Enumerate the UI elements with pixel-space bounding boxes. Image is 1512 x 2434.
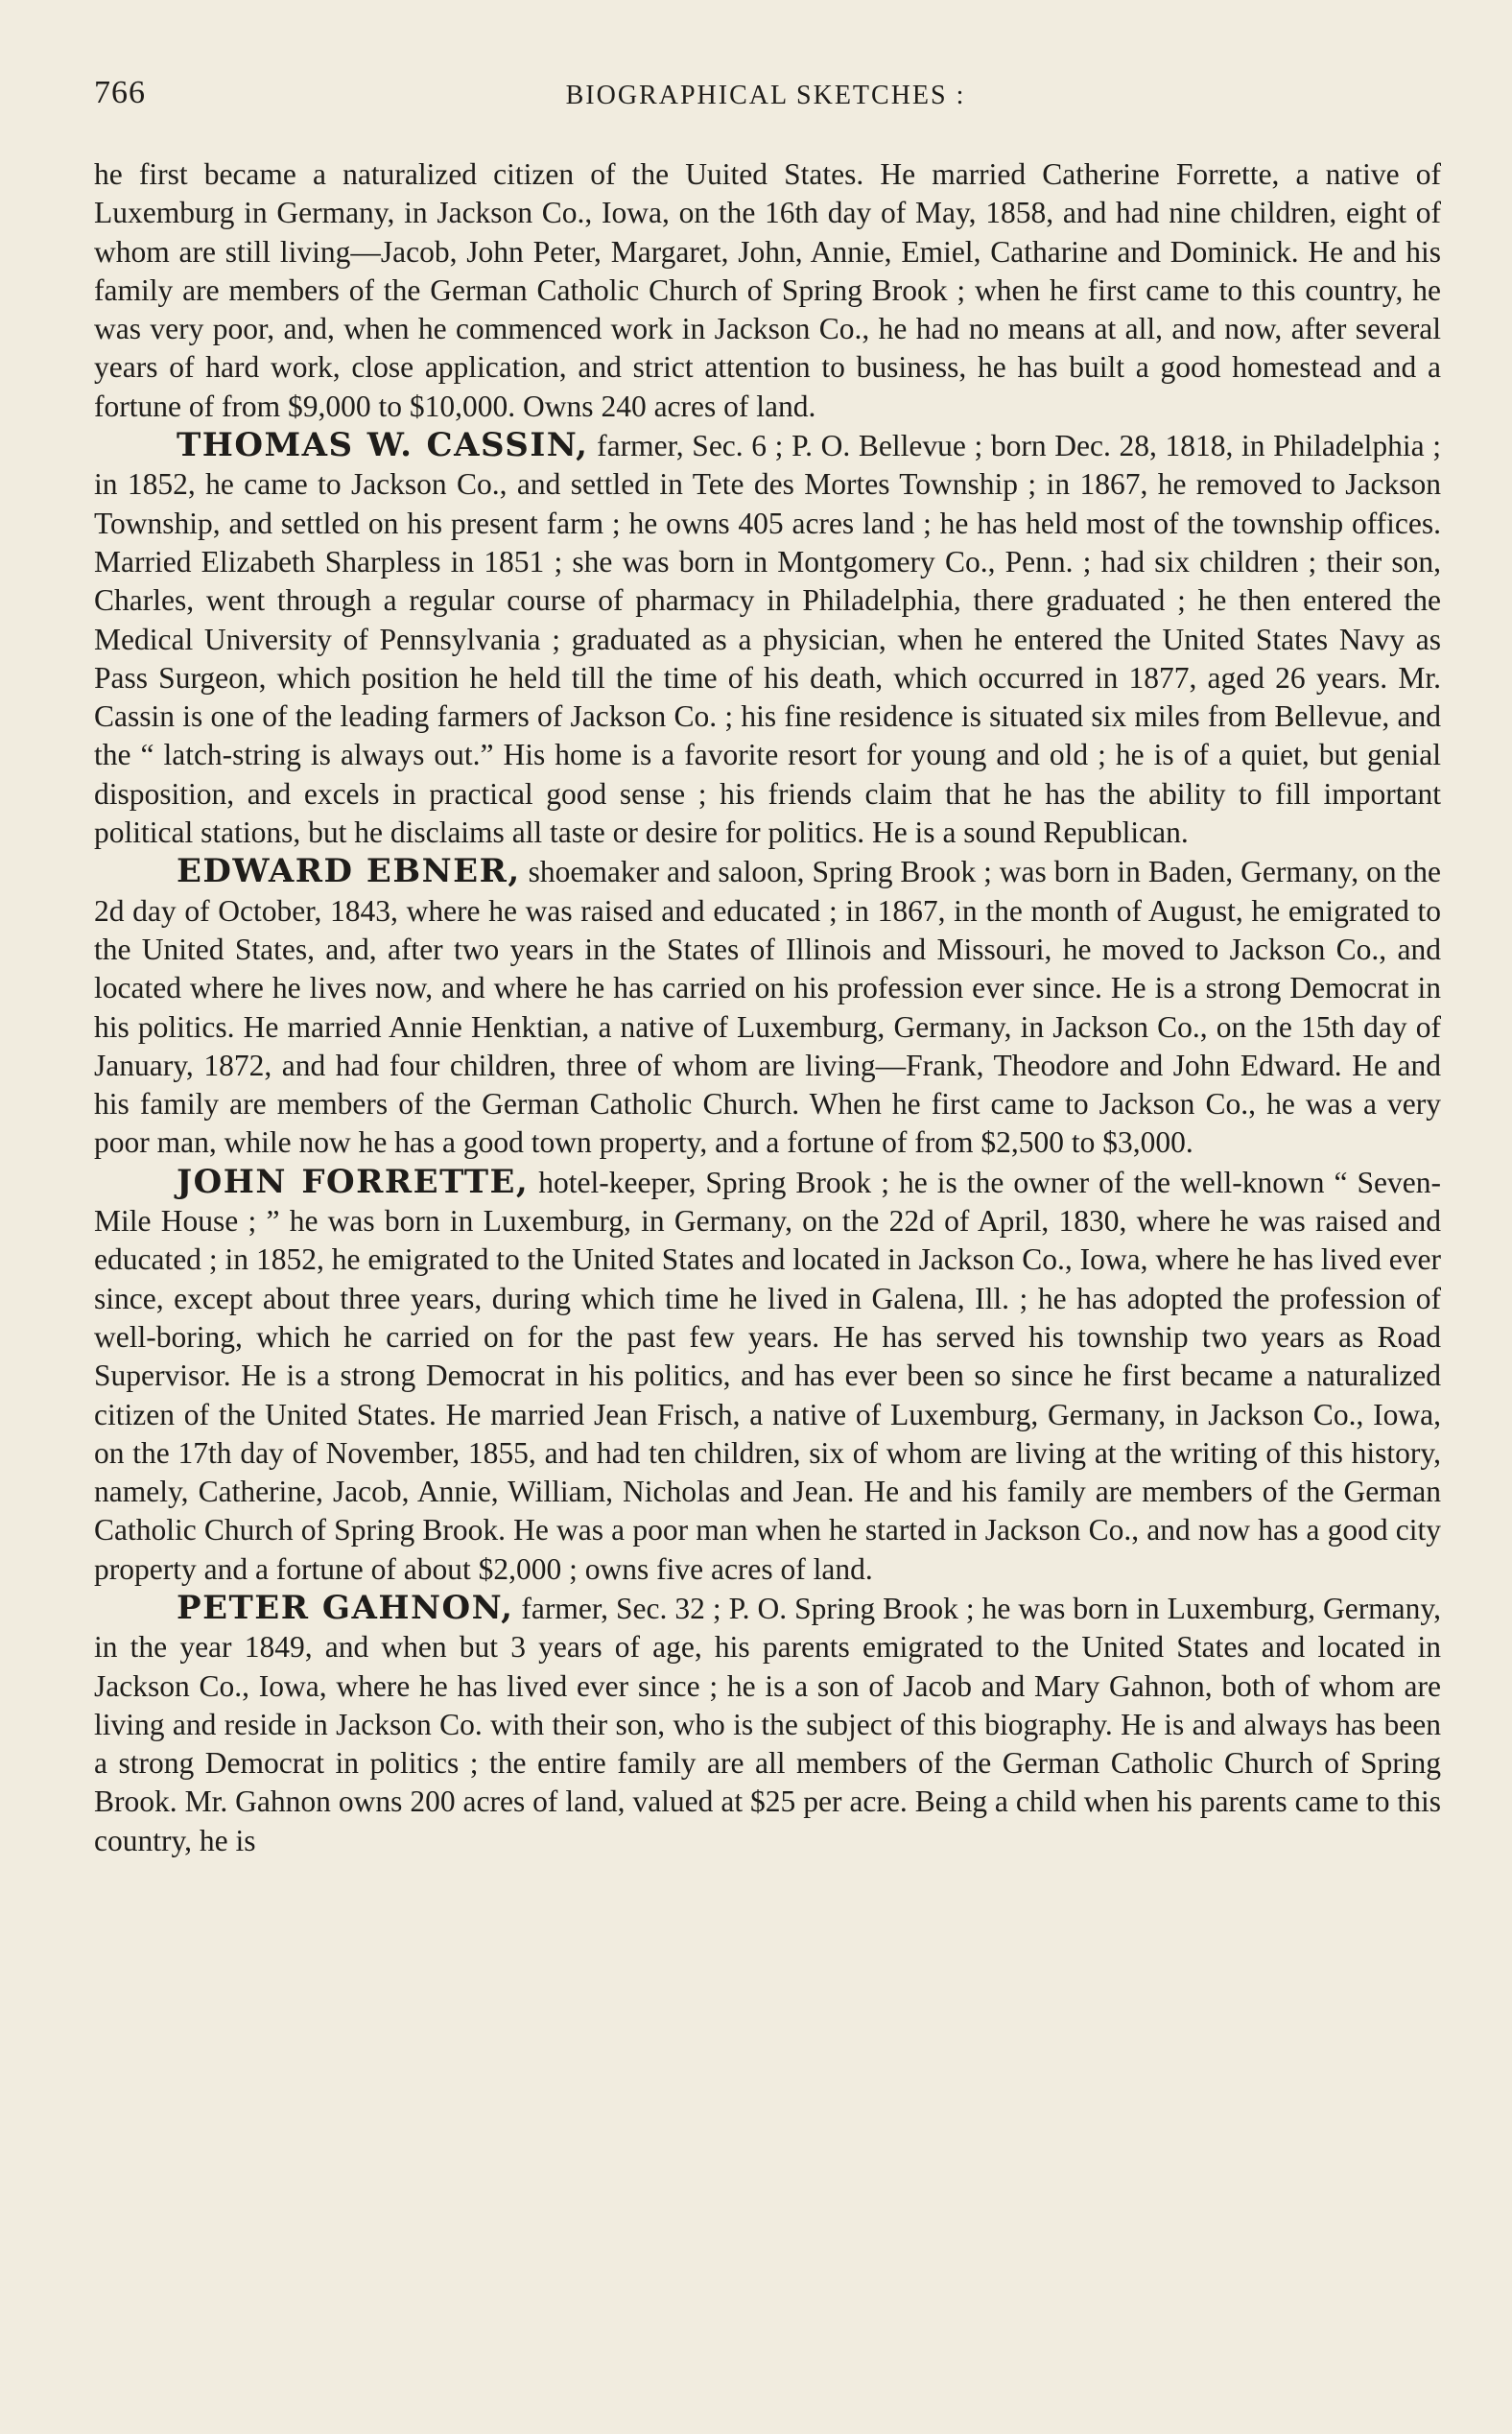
continuation-paragraph: he first became a naturalized citizen of the Uuited States. He married Catherine Forrette, a native of Luxemburg in Germany, in Jackson Co., Iowa, on the 16th day of May, 1858, and had nine children, eight of whom are still living—Jacob, John Peter, Margaret, John, Annie, Emiel, Catharine and Dominick. He and his family are members of the German Catholic Church of Spring Brook ; when he first came to this country, he was very poor, and, when he commenced work in Jackson Co., he had no means at all, and now, after several years of hard work, close application, and strict attention to business, he has built a good homestead and a fortune of from $9,000 to $10,000. Owns 240 acres of land. bbox=[94, 157, 1441, 423]
entry-name: EDWARD EBNER, bbox=[177, 852, 521, 891]
entry-name: THOMAS W. CASSIN, bbox=[177, 426, 589, 465]
running-head: BIOGRAPHICAL SKETCHES : bbox=[565, 81, 966, 110]
entry-name: JOHN FORRETTE, bbox=[177, 1162, 530, 1201]
entry-name: PETER GAHNON, bbox=[177, 1588, 514, 1627]
biography-entry bbox=[94, 426, 1441, 852]
entry-text: shoemaker and saloon, Spring Brook ; was born in Baden, Germany, on the 2d day of October, 1843, where he was raised and educated ; in 1867, in the month of August, he emigrated to the United States, and, after two years in the States of Illinois and Missouri, he moved to Jackson Co., and located where he lives now, and where he has carried on his profession ever since. He is a strong Democrat in his politics. He married Annie Henktian, a native of Luxemburg, Germany, in Jackson Co., on the 15th day of January, 1872, and had four children, three of whom are living—Frank, Theodore and John Edward. He and his family are members of the German Catholic Church. When he first came to Jackson Co., he was a very poor man, while now he has a good town property, and a fortune of from $2,500 to $3,000. bbox=[94, 855, 1441, 1160]
page-header bbox=[94, 75, 1437, 123]
page-number: 766 bbox=[94, 75, 146, 110]
biography-entry bbox=[94, 1163, 1441, 1589]
entry-text: hotel-keeper, Spring Brook ; he is the owner of the well-known “ Seven-Mile House ; ” he was born in Luxemburg, in Germany, on the 22d of April, 1830, where he was raised and educated ; in 1852, he emigrated to the United States and located in Jackson Co., Iowa, where he has lived ever since, except about three years, during which time he lived in Galena, Ill. ; he has adopted the profession of well-boring, which he carried on for the past few years. He has served his township two years as Road Supervisor. He is a strong Democrat in his politics, and has ever been so since he first became a naturalized citizen of the United States. He married Jean Frisch, a native of Luxemburg, Germany, in Jackson Co., Iowa, on the 17th day of November, 1855, and had ten children, six of whom are living at the writing of this history, namely, Catherine, Jacob, Annie, William, Nicholas and Jean. He and his family are members of the German Catholic Church of Spring Brook. He was a poor man when he started in Jackson Co., and now has a good city property and a fortune of about $2,000 ; owns five acres of land. bbox=[94, 1165, 1441, 1586]
biography-entry bbox=[94, 852, 1441, 1162]
body-text bbox=[94, 155, 1441, 1860]
entry-text: farmer, Sec. 6 ; P. O. Bellevue ; born Dec. 28, 1818, in Philadelphia ; in 1852, he came to Jackson Co., and settled in Tete des Mortes Township ; in 1867, he removed to Jackson Township, and settled on his present farm ; he owns 405 acres land ; he has held most of the township offices. Married Elizabeth Sharpless in 1851 ; she was born in Montgomery Co., Penn. ; had six children ; their son, Charles, went through a regular course of pharmacy in Philadelphia, there graduated ; he then entered the Medical University of Pennsylvania ; graduated as a physician, when he entered the United States Navy as Pass Surgeon, which position he held till the time of his death, which occurred in 1877, aged 26 years. Mr. Cassin is one of the leading farmers of Jackson Co. ; his fine residence is situated six miles from Bellevue, and the “ latch-string is always out.” His home is a favorite resort for young and old ; he is of a quiet, but genial disposition, and excels in practical good sense ; his friends claim that he has the ability to fill important political stations, but he disclaims all taste or desire for politics. He is a sound Republican. bbox=[94, 429, 1441, 850]
entry-text: farmer, Sec. 32 ; P. O. Spring Brook ; he was born in Luxemburg, Germany, in the year 1849, and when but 3 years of age, his parents emigrated to the United States and located in Jackson Co., Iowa, where he has lived ever since ; he is a son of Jacob and Mary Gahnon, both of whom are living and reside in Jackson Co. with their son, who is the subject of this biography. He is and always has been a strong Democrat in politics ; the entire family are all members of the German Catholic Church of Spring Brook. Mr. Gahnon owns 200 acres of land, valued at $25 per acre. Being a child when his parents came to this country, he is bbox=[94, 1591, 1441, 1857]
biography-entry bbox=[94, 1589, 1441, 1860]
